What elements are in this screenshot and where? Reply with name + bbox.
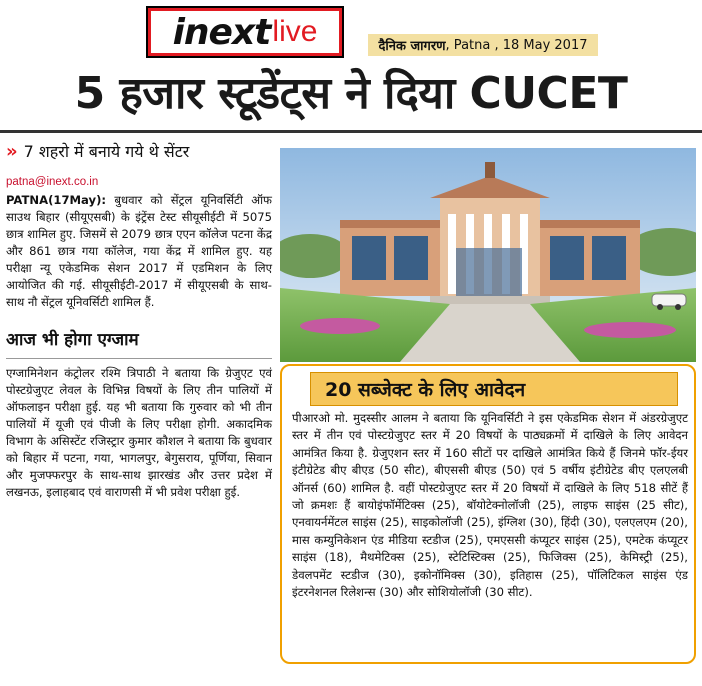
inext-live-logo [146, 6, 344, 58]
headline: 5 हजार स्टूडेंट्स ने दिया CUCET [74, 68, 628, 119]
intro-paragraph [6, 192, 272, 311]
university-building-photo [280, 148, 696, 362]
double-chevron-icon: » [6, 140, 18, 162]
logo-live-text: live [272, 15, 318, 48]
box-title: 20 सब्जेक्ट के लिए आवेदन [310, 372, 678, 406]
box-paragraph: पीआरओ मो. मुदस्सीर आलम ने बताया कि यूनिवर्सिटी ने इस एकेडमिक सेशन में अंडरग्रेजुएट स्तर में तीन एवं पोस्टग्रेजुएट स्तर में 20 विषयों के पाठ्यक्रमों में दाखिले के लिए आवेदन आमंत्रित किया है. ग्रेजुएशन स्तर में 160 सीटों पर दाखिले आमंत्रित किये हैं जिनमे फॉर-ईयर इंटीग्रेटेड बीए बीएड (50 सीट), बीएससी बीएड (50) एवं 5 वर्षीय इंटीग्रेटेड बीए एलएलबी ऑनर्स (60) शामिल है. वहीं पोस्टग्रेजुएट स्तर में 20 विषयों में दाखिले के लिए 518 सीटें हैं जो क्रमशः हैं बायोइंफॉर्मेटिक्स (25), बॉयोटेक्नोलॉजी (25), लाइफ साइंस (25 सीट), एनवायर्नमेंटल साइंस (25), साइकोलॉजी (25), इंग्लिश (30), हिंदी (30), एलएलएम (20), मास कम्युनिकेशन एंड मीडिया स्टडीज (25), एमएससी कंप्यूटर साइंस (25), एमटेक कंप्यूटर साइंस (18), मैथमेटिक्स (25), स्टेटिस्टिक्स (25), फिजिक्स (25), केमिस्ट्री (25), डेवलपमेंट स्टडीज (30), इकोनॉमिक्स (30), इतिहास (25), पॉलिटिकल साइंस एंड इंटरनेशनल रिलेशन्स (30) और सोशियोलॉजी (30 सीट). [292, 411, 688, 600]
headline-rule [0, 130, 702, 133]
reporter-email: patna@inext.co.in [6, 176, 99, 188]
left-column [6, 140, 272, 501]
dateline: PATNA(17May): [6, 193, 107, 207]
logo-brand-text: inext [172, 11, 271, 53]
section-divider [6, 358, 272, 359]
subheading [6, 140, 272, 162]
intro-text: बुधवार को सेंट्रल यूनिवर्सिटी ऑफ साउथ बिहार (सीयूएसबी) के इंट्रेंस टेस्ट सीयूसीईटी में 5075 छात्र शामिल हुए. जिसमें से 2079 छात्र एएन कॉलेज पटना केंद्र और 861 छात्र गया कॉलेज, गया केंद्र में शामिल हुए. यह परीक्षा न्यू एकेडमिक सेशन 2017 में एडमिशन के लिए आयोजित की गई. सीयूसीईटी-2017 में सीयूएसबी के साथ-साथ नौ सेंट्रल यूनिवर्सिटी शामिल हैं. [6, 193, 272, 309]
logo-inner [151, 11, 339, 53]
source-paper: दैनिक जागरण [378, 39, 446, 54]
building-illustration [280, 148, 696, 362]
source-line [368, 34, 598, 56]
section-paragraph: एग्जामिनेशन कंट्रोलर रश्मि त्रिपाठी ने बताया कि ग्रेजुएट एवं पोस्टग्रेजुएट लेवल के विभिन्न विषयों के लिए तीन पालियों में ऑफलाइन परीक्षा हुई. यह भी बताया कि गुरुवार को भी तीन पालियों में यूजी एवं पीजी के लिए परीक्षा होगी. अकादमिक विभाग के असिस्टेंट रजिस्ट्रार कुमार कौशल ने बताया कि बुधवार को बिहार में पटना, गया, भागलपुर, बेगुसराय, पूर्णिया, सिवान और मुजफ्फरपुर के साथ-साथ झारखंड और उत्तर प्रदेश में लखनऊ, इलाहबाद एवं वाराणसी में भी प्रवेश परीक्षा हुई. [6, 366, 272, 499]
section-title: आज भी होगा एग्जाम [6, 330, 139, 350]
admissions-info-box [280, 364, 696, 664]
source-place-date: , Patna , 18 May 2017 [445, 37, 588, 53]
subheading-text: 7 शहरो में बनाये गये थे सेंटर [23, 142, 190, 161]
